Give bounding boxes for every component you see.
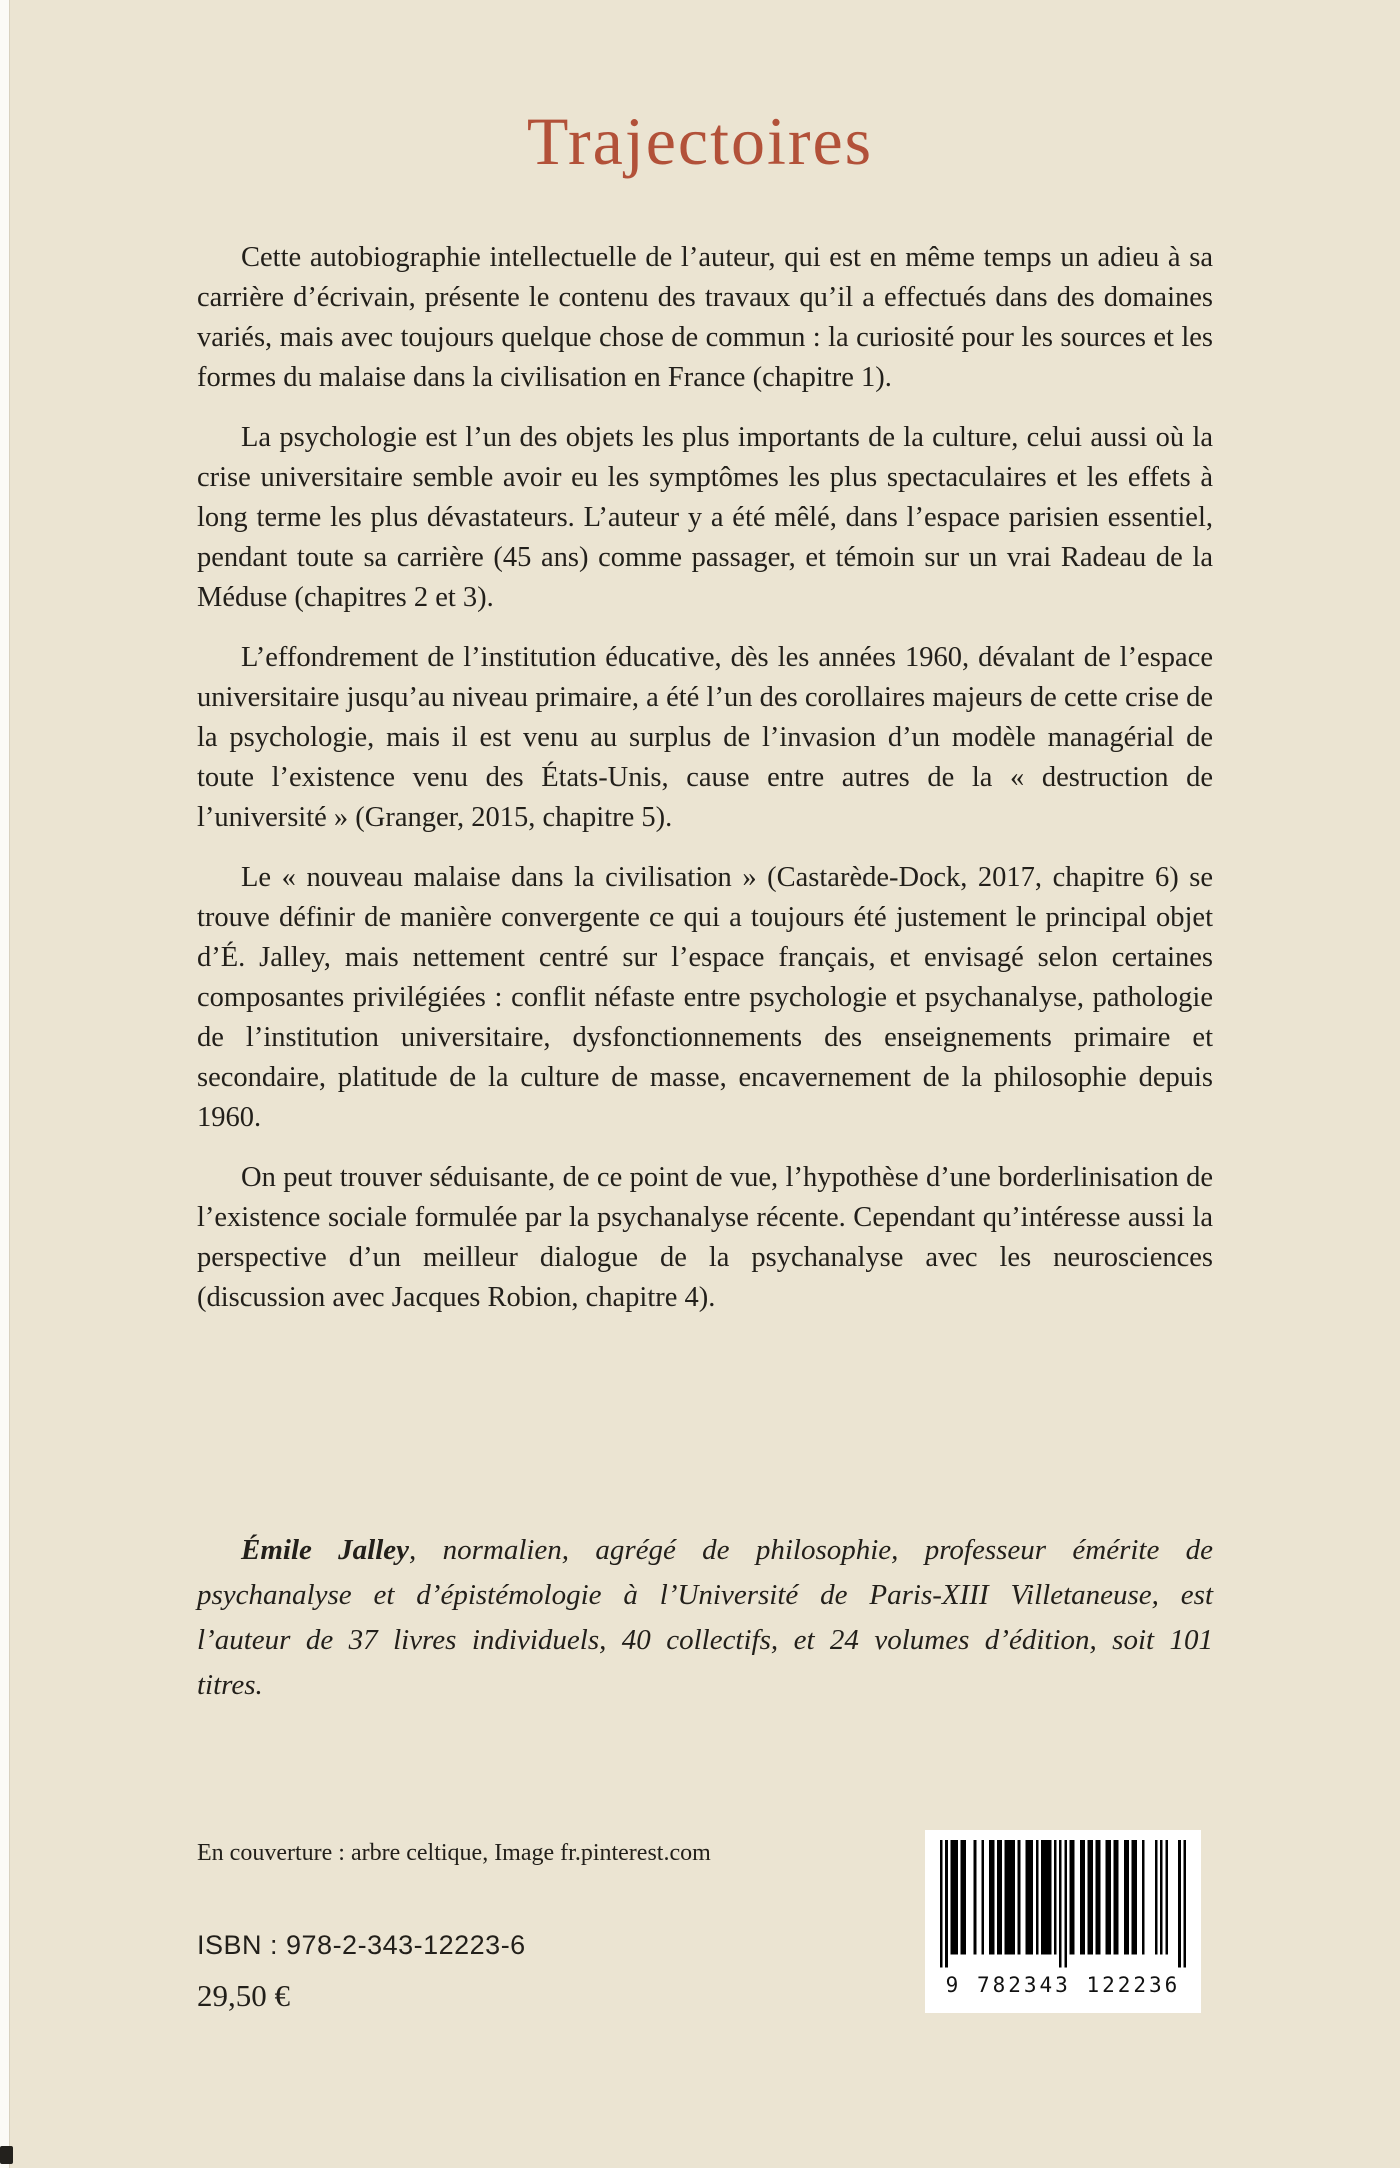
synopsis-paragraph-1: Cette autobiographie intellectuelle de l’auteur, qui est en même temps un adieu à sa carrière d’écrivain, présente le contenu des travaux qu’il a effectués dans des domaines variés, mais avec toujours quelque chose de commun : la curiosité pour les sources et les formes du malaise dans la civilisation en France (chapitre 1). <box>197 242 1213 393</box>
isbn-number: ISBN : 978-2-343-12223-6 <box>197 1930 526 1960</box>
synopsis-paragraph-3: L’effondrement de l’institution éducative, dès les années 1960, dévalant de l’espace universitaire jusqu’au niveau primaire, a été l’un des corollaires majeurs de cette crise de la psychologie, mais il est venu au surplus de l’invasion d’un modèle managérial de toute l’existence venu des États-Unis, cause entre autres de la « destruction de l’université » (Granger, 2015, chapitre 5). <box>197 642 1213 833</box>
synopsis-paragraph-4: Le « nouveau malaise dans la civilisation » (Castarède-Dock, 2017, chapitre 6) se trouve définir de manière convergente ce qui a toujours été justement le principal objet d’É. Jalley, mais nettement centré sur l’espace français, et envisagé selon certaines composantes privilégiées : conflit néfaste entre psychologie et psychanalyse, pathologie de l’institution universitaire, dysfonctionnements des enseignements primaire et secondaire, platitude de la culture de masse, encavernement de la philosophie depuis 1960. <box>197 862 1213 1133</box>
synopsis-paragraph-2: La psychologie est l’un des objets les plus importants de la culture, celui aussi où la crise universitaire semble avoir eu les symptômes les plus spectaculaires et les effets à long terme les plus dévastateurs. L’auteur y a été mêlé, dans l’espace parisien essentiel, pendant toute sa carrière (45 ans) comme passager, et témoin sur un vrai Radeau de la Méduse (chapitres 2 et 3). <box>197 422 1213 613</box>
page-left-edge <box>0 0 10 2168</box>
synopsis-paragraph-5: On peut trouver séduisante, de ce point de vue, l’hypothèse d’une borderlinisation de l’existence sociale formulée par la psychanalyse récente. Cependant qu’intéresse aussi la perspective d’un meilleur dialogue de la psychanalyse avec les neurosciences (discussion avec Jacques Robion, chapitre 4). <box>197 1162 1213 1313</box>
author-name: Émile Jalley <box>241 1534 410 1566</box>
synopsis <box>197 238 1213 1338</box>
cover-image-credit: En couverture : arbre celtique, Image fr.pinterest.com <box>197 1840 711 1866</box>
author-bio-text: , normalien, agrégé de philosophie, professeur émérite de psychanalyse et d’épistémologie à l’Université de Paris-XIII Villetaneuse, est l’auteur de 37 livres individuels, 40 collectifs, et 24 volumes d’édition, soit 101 titres. <box>197 1534 1214 1701</box>
barcode-number: 9 782343 122236 <box>945 1973 1181 1997</box>
barcode <box>925 1830 1201 2013</box>
author-bio <box>197 1528 1213 1708</box>
book-title: Trajectoires <box>526 103 874 179</box>
price: 29,50 € <box>197 1978 290 2013</box>
barcode-bars-icon <box>940 1840 1186 1972</box>
corner-print-mark <box>0 2146 13 2164</box>
